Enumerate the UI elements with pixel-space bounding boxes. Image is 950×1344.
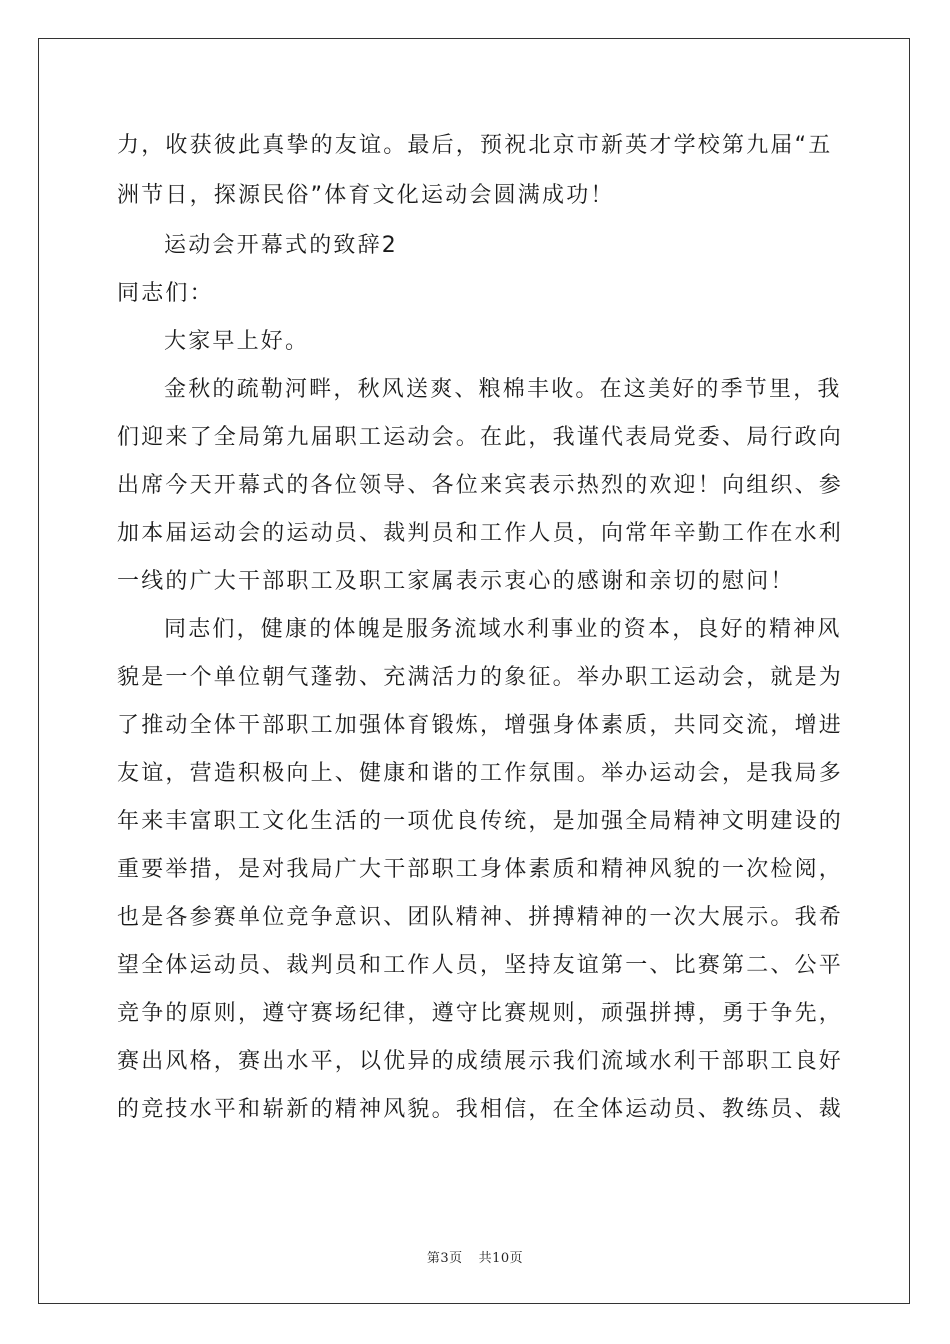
text-line: 望全体运动员、裁判员和工作人员，坚持友谊第一、比赛第二、公平 <box>117 953 844 978</box>
text-line: 貌是一个单位朝气蓬勃、充满活力的象征。举办职工运动会，就是为 <box>117 665 844 690</box>
text-line: 一线的广大干部职工及职工家属表示衷心的感谢和亲切的慰问！ <box>117 569 795 594</box>
text-line: 加本届运动会的运动员、裁判员和工作人员，向常年辛勤工作在水利 <box>117 521 844 546</box>
text-line: 同志们，健康的体魄是服务流域水利事业的资本，良好的精神风 <box>164 617 842 642</box>
page-footer <box>0 1247 950 1266</box>
text-line: 洲节日，探源民俗”体育文化运动会圆满成功！ <box>117 183 615 208</box>
text-line: 也是各参赛单位竞争意识、团队精神、拼搏精神的一次大展示。我希 <box>117 905 844 930</box>
page-number: 第3页 <box>426 1251 463 1266</box>
text-line: 赛出风格，赛出水平，以优异的成绩展示我们流域水利干部职工良好 <box>117 1049 844 1074</box>
document-body <box>117 122 844 1134</box>
text-line: 力，收获彼此真挚的友谊。最后，预祝北京市新英才学校第九届“五 <box>117 133 833 158</box>
salutation: 同志们： <box>117 281 214 306</box>
text-line: 重要举措，是对我局广大干部职工身体素质和精神风貌的一次检阅， <box>117 857 844 882</box>
greeting: 大家早上好。 <box>164 329 310 354</box>
text-line: 了推动全体干部职工加强体育锻炼，增强身体素质，共同交流，增进 <box>117 713 844 738</box>
text-line: 出席今天开幕式的各位领导、各位来宾表示热烈的欢迎！向组织、参 <box>117 473 844 498</box>
text-line: 金秋的疏勒河畔，秋风送爽、粮棉丰收。在这美好的季节里，我 <box>164 377 842 402</box>
text-line: 的竞技水平和崭新的精神风貌。我相信，在全体运动员、教练员、裁 <box>117 1097 844 1122</box>
text-line: 友谊，营造积极向上、健康和谐的工作氛围。举办运动会，是我局多 <box>117 761 844 786</box>
text-line: 年来丰富职工文化生活的一项优良传统，是加强全局精神文明建设的 <box>117 809 844 834</box>
text-line: 竞争的原则，遵守赛场纪律，遵守比赛规则，顽强拼搏，勇于争先， <box>117 1001 844 1026</box>
section-heading: 运动会开幕式的致辞2 <box>164 233 398 258</box>
page-total: 共10页 <box>478 1251 524 1266</box>
text-line: 们迎来了全局第九届职工运动会。在此，我谨代表局党委、局行政向 <box>117 425 844 450</box>
